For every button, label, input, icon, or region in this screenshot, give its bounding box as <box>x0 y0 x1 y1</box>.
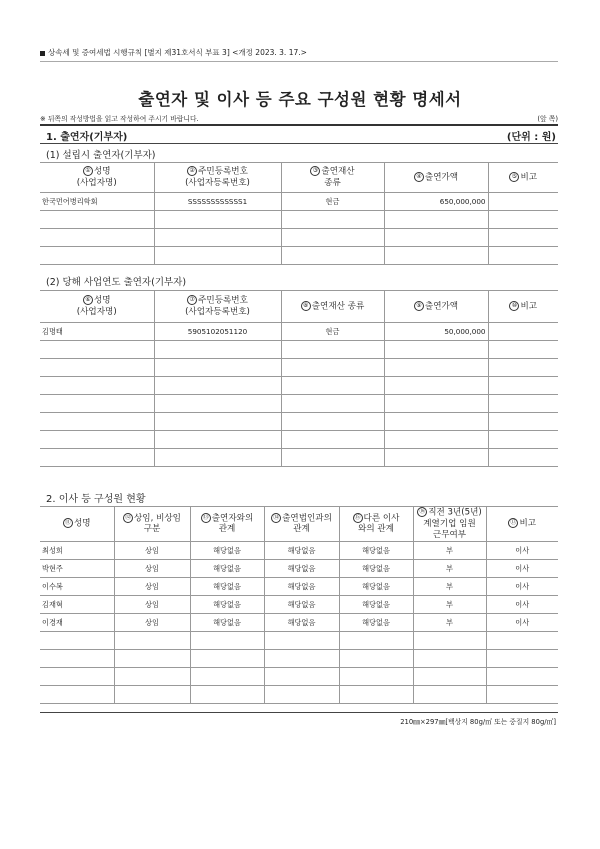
name-cell[interactable] <box>40 247 154 265</box>
affiliate-history-cell[interactable]: 부 <box>413 596 486 614</box>
amount-cell[interactable] <box>384 229 488 247</box>
regulation-reference <box>40 47 307 58</box>
table-row <box>40 632 558 650</box>
section1-divider <box>40 143 558 144</box>
registration-number-cell[interactable] <box>154 413 281 431</box>
name-cell[interactable] <box>40 359 154 377</box>
remarks-cell[interactable] <box>488 377 558 395</box>
amount-cell[interactable] <box>384 413 488 431</box>
director-relation-cell[interactable]: 해당없음 <box>339 560 413 578</box>
corporation-relation-cell[interactable] <box>264 686 339 704</box>
table-header-row <box>40 163 558 193</box>
table-row <box>40 431 558 449</box>
sub1-title: (1) 설립시 출연자(기부자) <box>46 150 156 161</box>
asset-type-cell[interactable] <box>281 413 384 431</box>
donor-relation-cell[interactable] <box>190 686 264 704</box>
remarks-cell[interactable] <box>486 650 558 668</box>
item-number-icon: ⑥ <box>83 295 93 305</box>
header-label: (사업자등록번호) <box>185 306 250 317</box>
donor-relation-cell[interactable] <box>190 668 264 686</box>
header-line1 <box>115 513 190 525</box>
registration-number-cell[interactable]: SSSSSSSSSSSS1 <box>154 193 281 211</box>
column-header <box>413 507 486 542</box>
table-row <box>40 542 558 560</box>
remarks-cell[interactable] <box>488 211 558 229</box>
director-relation-cell[interactable] <box>339 686 413 704</box>
registration-number-cell[interactable] <box>154 211 281 229</box>
registration-number-cell[interactable] <box>154 449 281 467</box>
page-title: 출연자 및 이사 등 주요 구성원 현황 명세서 <box>138 90 462 109</box>
unit-label: (단위 : 원) <box>506 132 556 143</box>
header-line1 <box>487 518 559 530</box>
donor-relation-cell[interactable]: 해당없음 <box>190 560 264 578</box>
remarks-cell[interactable] <box>488 247 558 265</box>
table-row <box>40 560 558 578</box>
item-number-icon: ⑧ <box>301 301 311 311</box>
table-row <box>40 193 558 211</box>
donor-relation-cell[interactable]: 해당없음 <box>190 542 264 560</box>
header-label: 성명 <box>93 166 111 177</box>
director-relation-cell[interactable]: 해당없음 <box>339 542 413 560</box>
amount-cell[interactable]: 50,000,000 <box>384 323 488 341</box>
table-row <box>40 650 558 668</box>
header-line1 <box>489 301 559 313</box>
remarks-cell[interactable] <box>488 395 558 413</box>
table-row <box>40 686 558 704</box>
asset-type-cell[interactable] <box>281 247 384 265</box>
asset-type-cell[interactable] <box>281 431 384 449</box>
corporation-relation-cell[interactable]: 해당없음 <box>264 596 339 614</box>
affiliate-history-cell[interactable]: 부 <box>413 542 486 560</box>
header-line1 <box>282 301 384 313</box>
header-line1 <box>385 172 488 184</box>
amount-cell[interactable]: 650,000,000 <box>384 193 488 211</box>
standing-status-cell[interactable]: 상임 <box>114 578 190 596</box>
remarks-cell[interactable] <box>488 413 558 431</box>
name-cell[interactable]: 김명태 <box>40 323 154 341</box>
item-number-icon: ⑦ <box>187 295 197 305</box>
table-row <box>40 614 558 632</box>
item-number-icon: ⑰ <box>510 519 517 527</box>
asset-type-cell[interactable] <box>281 341 384 359</box>
director-relation-cell[interactable] <box>339 632 413 650</box>
remarks-cell[interactable]: 이사 <box>486 578 558 596</box>
affiliate-history-cell[interactable]: 부 <box>413 578 486 596</box>
header-line1 <box>385 301 488 313</box>
remarks-cell[interactable] <box>488 193 558 211</box>
section2-title: 2. 이사 등 구성원 현황 <box>46 494 146 505</box>
column-header <box>384 163 488 193</box>
table-row <box>40 449 558 467</box>
header-line1 <box>155 166 281 178</box>
asset-type-cell[interactable] <box>281 359 384 377</box>
name-cell[interactable]: 이수복 <box>40 578 114 596</box>
remarks-cell[interactable]: 이사 <box>486 542 558 560</box>
name-cell[interactable] <box>40 413 154 431</box>
registration-number-cell[interactable] <box>154 247 281 265</box>
header-label: (사업자등록번호) <box>185 177 250 188</box>
donor-relation-cell[interactable]: 해당없음 <box>190 614 264 632</box>
item-number-icon: ⑬ <box>202 513 209 521</box>
affiliate-history-cell[interactable] <box>413 686 486 704</box>
asset-type-cell[interactable]: 현금 <box>281 323 384 341</box>
name-cell[interactable] <box>40 395 154 413</box>
registration-number-cell[interactable] <box>154 395 281 413</box>
director-relation-cell[interactable] <box>339 650 413 668</box>
header-line1 <box>40 295 154 307</box>
table-row <box>40 395 558 413</box>
header-label: 성명 <box>93 295 111 306</box>
current-year-donor-table <box>40 290 558 467</box>
header-label: 출연재산 종류 <box>311 301 365 312</box>
affiliate-history-cell[interactable] <box>413 668 486 686</box>
header-label: 출연가액 <box>424 301 459 312</box>
amount-cell[interactable] <box>384 341 488 359</box>
top-divider <box>40 61 558 62</box>
section1-top-rule <box>40 124 558 126</box>
table-row <box>40 578 558 596</box>
asset-type-cell[interactable] <box>281 211 384 229</box>
name-cell[interactable] <box>40 377 154 395</box>
name-cell[interactable] <box>40 431 154 449</box>
header-line1 <box>340 513 413 525</box>
item-number-icon: ⑨ <box>414 301 424 311</box>
table-header-row <box>40 507 558 542</box>
affiliate-history-cell[interactable] <box>413 632 486 650</box>
registration-number-cell[interactable] <box>154 341 281 359</box>
table-row <box>40 323 558 341</box>
column-header <box>486 507 558 542</box>
standing-status-cell[interactable] <box>114 632 190 650</box>
asset-type-cell[interactable] <box>281 377 384 395</box>
item-number-icon: ① <box>83 166 93 176</box>
name-cell[interactable]: 박현주 <box>40 560 114 578</box>
header-line1 <box>40 518 114 530</box>
table-row <box>40 359 558 377</box>
column-header <box>154 291 281 323</box>
corporation-relation-cell[interactable]: 해당없음 <box>264 542 339 560</box>
header-label: (사업자명) <box>76 177 117 188</box>
remarks-cell[interactable] <box>488 449 558 467</box>
table-row <box>40 211 558 229</box>
director-relation-cell[interactable]: 해당없음 <box>339 596 413 614</box>
header-label: 상임, 비상임 <box>134 513 181 524</box>
header-line1 <box>191 513 264 525</box>
donor-relation-cell[interactable]: 해당없음 <box>190 596 264 614</box>
registration-number-cell[interactable] <box>154 359 281 377</box>
item-number-icon: ④ <box>414 172 424 182</box>
standing-status-cell[interactable] <box>114 668 190 686</box>
table-row <box>40 413 558 431</box>
remarks-cell[interactable]: 이사 <box>486 614 558 632</box>
header-label: 관계 <box>218 524 236 535</box>
remarks-cell[interactable]: 이사 <box>486 596 558 614</box>
header-label: 주민등록번호 <box>198 166 248 177</box>
amount-cell[interactable] <box>384 449 488 467</box>
table-row <box>40 668 558 686</box>
table-row <box>40 377 558 395</box>
header-label: 다른 이사 <box>363 513 400 524</box>
board-members-table <box>40 506 558 704</box>
column-header <box>281 291 384 323</box>
column-header <box>114 507 190 542</box>
header-label: 출연자와의 <box>211 513 254 524</box>
header-label: 비고 <box>520 301 538 312</box>
header-line1 <box>155 295 281 307</box>
name-cell[interactable] <box>40 211 154 229</box>
amount-cell[interactable] <box>384 395 488 413</box>
header-label: 구분 <box>143 524 161 535</box>
asset-type-cell[interactable] <box>281 395 384 413</box>
donor-relation-cell[interactable] <box>190 632 264 650</box>
name-cell[interactable] <box>40 650 114 668</box>
registration-number-cell[interactable] <box>154 377 281 395</box>
column-header <box>190 507 264 542</box>
column-header <box>40 291 154 323</box>
amount-cell[interactable] <box>384 431 488 449</box>
amount-cell[interactable] <box>384 247 488 265</box>
table-row <box>40 247 558 265</box>
item-number-icon: ⑯ <box>419 508 426 516</box>
corporation-relation-cell[interactable]: 해당없음 <box>264 614 339 632</box>
remarks-cell[interactable] <box>488 341 558 359</box>
standing-status-cell[interactable] <box>114 650 190 668</box>
asset-type-cell[interactable] <box>281 449 384 467</box>
corporation-relation-cell[interactable] <box>264 632 339 650</box>
item-number-icon: ⑫ <box>124 513 131 521</box>
header-label: 종류 <box>324 177 341 188</box>
item-number-icon: ⑪ <box>64 519 71 527</box>
affiliate-history-cell[interactable] <box>413 650 486 668</box>
column-header <box>40 507 114 542</box>
standing-status-cell[interactable]: 상임 <box>114 560 190 578</box>
name-cell[interactable] <box>40 229 154 247</box>
column-header <box>384 291 488 323</box>
name-cell[interactable] <box>40 668 114 686</box>
column-header <box>40 163 154 193</box>
sub2-title: (2) 당해 사업연도 출연자(기부자) <box>46 277 187 288</box>
director-relation-cell[interactable]: 해당없음 <box>339 614 413 632</box>
remarks-cell[interactable] <box>488 359 558 377</box>
column-header <box>488 163 558 193</box>
registration-number-cell[interactable]: 5905102051120 <box>154 323 281 341</box>
table-row <box>40 341 558 359</box>
donor-relation-cell[interactable]: 해당없음 <box>190 578 264 596</box>
table-row <box>40 596 558 614</box>
item-number-icon: ⑮ <box>354 513 361 521</box>
header-line1 <box>414 507 486 519</box>
instruction-note: ※ 뒤쪽의 작성방법을 읽고 작성하여 주시기 바랍니다. <box>40 115 199 123</box>
header-label: 출연가액 <box>424 172 459 183</box>
paper-spec: 210㎜×297㎜[백상지 80g/㎡ 또는 중질지 80g/㎡] <box>400 718 556 726</box>
header-line1 <box>40 166 154 178</box>
name-cell[interactable] <box>40 449 154 467</box>
header-label: 직전 3년(5년) <box>428 507 482 518</box>
page-side-label: (앞 쪽) <box>537 115 558 123</box>
header-label: 와의 관계 <box>358 524 394 535</box>
header-label: (사업자명) <box>76 306 117 317</box>
column-header <box>281 163 384 193</box>
header-label: 성명 <box>73 518 91 529</box>
corporation-relation-cell[interactable] <box>264 668 339 686</box>
director-relation-cell[interactable]: 해당없음 <box>339 578 413 596</box>
name-cell[interactable] <box>40 341 154 359</box>
header-label: 비고 <box>519 518 537 529</box>
header-label: 계열기업 임원 <box>423 518 476 529</box>
section1-title: 1. 출연자(기부자) <box>46 132 128 143</box>
column-header <box>264 507 339 542</box>
square-bullet-icon <box>40 51 45 56</box>
header-label: 관계 <box>293 524 310 535</box>
item-number-icon: ⑤ <box>509 172 519 182</box>
registration-number-cell[interactable] <box>154 229 281 247</box>
registration-number-cell[interactable] <box>154 431 281 449</box>
item-number-icon: ⑩ <box>509 301 519 311</box>
standing-status-cell[interactable]: 상임 <box>114 614 190 632</box>
table-row <box>40 229 558 247</box>
donor-relation-cell[interactable] <box>190 650 264 668</box>
corporation-relation-cell[interactable]: 해당없음 <box>264 578 339 596</box>
header-label: 비고 <box>520 172 538 183</box>
affiliate-history-cell[interactable]: 부 <box>413 560 486 578</box>
standing-status-cell[interactable]: 상임 <box>114 542 190 560</box>
header-label: 출연법인과의 <box>282 513 332 524</box>
name-cell[interactable]: 한국먼어병리학회 <box>40 193 154 211</box>
remarks-cell[interactable] <box>488 323 558 341</box>
header-line1 <box>489 172 559 184</box>
founding-donor-table <box>40 162 558 265</box>
header-line1 <box>282 166 384 178</box>
corporation-relation-cell[interactable]: 해당없음 <box>264 560 339 578</box>
director-relation-cell[interactable] <box>339 668 413 686</box>
asset-type-cell[interactable] <box>281 229 384 247</box>
item-number-icon: ⑭ <box>273 513 280 521</box>
name-cell[interactable]: 최성희 <box>40 542 114 560</box>
remarks-cell[interactable] <box>488 229 558 247</box>
bottom-rule <box>40 712 558 713</box>
header-label: 근무여부 <box>432 529 467 540</box>
corporation-relation-cell[interactable] <box>264 650 339 668</box>
header-label: 주민등록번호 <box>198 295 248 306</box>
amount-cell[interactable] <box>384 211 488 229</box>
remarks-cell[interactable] <box>488 431 558 449</box>
remarks-cell[interactable] <box>486 668 558 686</box>
standing-status-cell[interactable]: 상임 <box>114 596 190 614</box>
regulation-text: 상속세 및 증여세법 시행규칙 [별지 제31호서식 부표 3] <개정 2023. 3. 17.> <box>48 48 307 57</box>
remarks-cell[interactable] <box>486 686 558 704</box>
name-cell[interactable]: 이경재 <box>40 614 114 632</box>
header-label: 출연재산 <box>321 166 355 177</box>
item-number-icon: ② <box>187 166 197 176</box>
header-line1 <box>265 513 339 525</box>
column-header <box>488 291 558 323</box>
amount-cell[interactable] <box>384 359 488 377</box>
column-header <box>154 163 281 193</box>
item-number-icon: ③ <box>310 166 320 176</box>
remarks-cell[interactable]: 이사 <box>486 560 558 578</box>
remarks-cell[interactable] <box>486 632 558 650</box>
name-cell[interactable]: 김재혁 <box>40 596 114 614</box>
table-header-row <box>40 291 558 323</box>
name-cell[interactable] <box>40 686 114 704</box>
asset-type-cell[interactable]: 현금 <box>281 193 384 211</box>
amount-cell[interactable] <box>384 377 488 395</box>
standing-status-cell[interactable] <box>114 686 190 704</box>
column-header <box>339 507 413 542</box>
affiliate-history-cell[interactable]: 부 <box>413 614 486 632</box>
name-cell[interactable] <box>40 632 114 650</box>
